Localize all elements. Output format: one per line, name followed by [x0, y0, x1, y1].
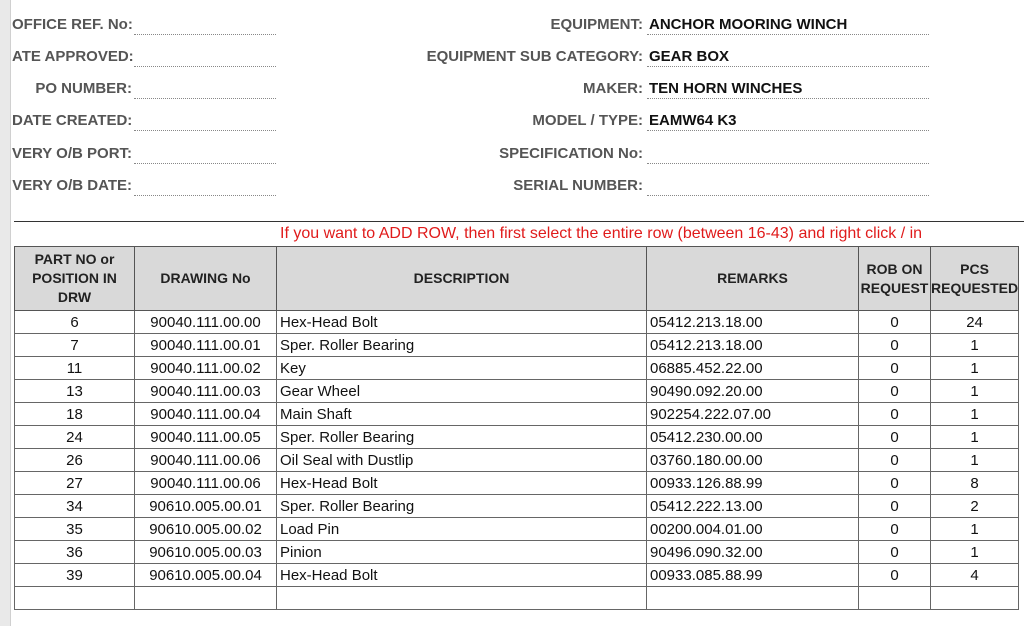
- rob-cell[interactable]: [859, 587, 931, 610]
- po-number-label: PO NUMBER:: [35, 80, 132, 97]
- rob-cell[interactable]: 0: [859, 426, 931, 449]
- remarks-cell[interactable]: 05412.230.00.00: [647, 426, 859, 449]
- serial-number-label: SERIAL NUMBER:: [513, 177, 643, 194]
- equipment-label: EQUIPMENT:: [550, 16, 643, 33]
- drawing-no-cell[interactable]: 90040.111.00.00: [135, 311, 277, 334]
- part-no-cell[interactable]: 6: [15, 311, 135, 334]
- parts-table-body: [15, 311, 1019, 610]
- drawing-no-cell[interactable]: 90040.111.00.06: [135, 472, 277, 495]
- description-cell[interactable]: Hex-Head Bolt: [277, 564, 647, 587]
- date-created-label: DATE CREATED:: [12, 112, 133, 129]
- rob-cell[interactable]: 0: [859, 403, 931, 426]
- rob-cell[interactable]: 0: [859, 334, 931, 357]
- pcs-cell[interactable]: 1: [931, 334, 1019, 357]
- col-header-rob[interactable]: ROB ON REQUEST: [859, 247, 931, 311]
- drawing-no-cell[interactable]: 90040.111.00.04: [135, 403, 277, 426]
- rob-cell[interactable]: 0: [859, 311, 931, 334]
- drawing-no-cell[interactable]: 90040.111.00.06: [135, 449, 277, 472]
- col-header-description[interactable]: DESCRIPTION: [277, 247, 647, 311]
- part-no-cell[interactable]: 26: [15, 449, 135, 472]
- remarks-cell[interactable]: 00200.004.01.00: [647, 518, 859, 541]
- description-cell[interactable]: Load Pin: [277, 518, 647, 541]
- part-no-cell[interactable]: 36: [15, 541, 135, 564]
- pcs-cell[interactable]: 1: [931, 541, 1019, 564]
- maker-value: TEN HORN WINCHES: [649, 80, 803, 97]
- col-header-pcs[interactable]: PCS REQUESTED: [931, 247, 1019, 311]
- table-row: [15, 587, 1019, 610]
- delivery-port-field[interactable]: [134, 145, 276, 164]
- delivery-date-label: VERY O/B DATE:: [12, 177, 132, 194]
- table-row: [15, 403, 1019, 426]
- rob-cell[interactable]: 0: [859, 564, 931, 587]
- description-cell[interactable]: [277, 587, 647, 610]
- remarks-cell[interactable]: 00933.085.88.99: [647, 564, 859, 587]
- delivery-date-field[interactable]: [134, 177, 276, 196]
- pcs-cell[interactable]: 1: [931, 518, 1019, 541]
- table-row: [15, 541, 1019, 564]
- table-row: [15, 564, 1019, 587]
- remarks-cell[interactable]: 90496.090.32.00: [647, 541, 859, 564]
- table-row: [15, 426, 1019, 449]
- rob-cell[interactable]: 0: [859, 449, 931, 472]
- rob-cell[interactable]: 0: [859, 541, 931, 564]
- table-row: [15, 495, 1019, 518]
- date-approved-field[interactable]: [134, 48, 276, 67]
- description-cell[interactable]: Sper. Roller Bearing: [277, 334, 647, 357]
- pcs-cell[interactable]: 1: [931, 403, 1019, 426]
- col-header-drawing-no[interactable]: DRAWING No: [135, 247, 277, 311]
- description-cell[interactable]: Oil Seal with Dustlip: [277, 449, 647, 472]
- part-no-cell[interactable]: 27: [15, 472, 135, 495]
- rob-cell[interactable]: 0: [859, 518, 931, 541]
- pcs-cell[interactable]: 1: [931, 380, 1019, 403]
- rob-cell[interactable]: 0: [859, 357, 931, 380]
- pcs-cell[interactable]: 1: [931, 357, 1019, 380]
- remarks-cell[interactable]: 90490.092.20.00: [647, 380, 859, 403]
- part-no-cell[interactable]: 13: [15, 380, 135, 403]
- col-header-part-no[interactable]: PART NO or POSITION IN DRW: [15, 247, 135, 311]
- delivery-port-label: VERY O/B PORT:: [12, 145, 133, 162]
- remarks-cell[interactable]: 00933.126.88.99: [647, 472, 859, 495]
- description-cell[interactable]: Gear Wheel: [277, 380, 647, 403]
- remarks-cell[interactable]: 03760.180.00.00: [647, 449, 859, 472]
- serial-number-field[interactable]: [647, 177, 929, 196]
- remarks-cell[interactable]: 05412.213.18.00: [647, 334, 859, 357]
- table-top-rule: [14, 221, 1024, 222]
- remarks-cell[interactable]: 06885.452.22.00: [647, 357, 859, 380]
- date-approved-label: ATE APPROVED:: [12, 48, 134, 65]
- table-row: [15, 518, 1019, 541]
- date-created-field[interactable]: [134, 112, 276, 131]
- drawing-no-cell[interactable]: 90040.111.00.01: [135, 334, 277, 357]
- rob-cell[interactable]: 0: [859, 472, 931, 495]
- description-cell[interactable]: Sper. Roller Bearing: [277, 426, 647, 449]
- part-no-cell[interactable]: 24: [15, 426, 135, 449]
- table-row: [15, 380, 1019, 403]
- table-row: [15, 472, 1019, 495]
- pcs-cell[interactable]: 4: [931, 564, 1019, 587]
- remarks-cell[interactable]: 05412.222.13.00: [647, 495, 859, 518]
- table-row: [15, 334, 1019, 357]
- drawing-no-cell[interactable]: [135, 587, 277, 610]
- maker-label: MAKER:: [583, 80, 643, 97]
- specification-label: SPECIFICATION No:: [499, 145, 643, 162]
- table-row: [15, 449, 1019, 472]
- pcs-cell[interactable]: [931, 587, 1019, 610]
- table-row: [15, 357, 1019, 380]
- rob-cell[interactable]: 0: [859, 380, 931, 403]
- drawing-no-cell[interactable]: 90610.005.00.01: [135, 495, 277, 518]
- description-cell[interactable]: Hex-Head Bolt: [277, 472, 647, 495]
- model-type-label: MODEL / TYPE:: [532, 112, 643, 129]
- remarks-cell[interactable]: 902254.222.07.00: [647, 403, 859, 426]
- remarks-cell[interactable]: 05412.213.18.00: [647, 311, 859, 334]
- description-cell[interactable]: Sper. Roller Bearing: [277, 495, 647, 518]
- description-cell[interactable]: Key: [277, 357, 647, 380]
- part-no-cell[interactable]: 35: [15, 518, 135, 541]
- remarks-cell[interactable]: [647, 587, 859, 610]
- office-ref-field[interactable]: [134, 16, 276, 35]
- pcs-cell[interactable]: 1: [931, 426, 1019, 449]
- part-no-cell[interactable]: 18: [15, 403, 135, 426]
- part-no-cell[interactable]: 34: [15, 495, 135, 518]
- pcs-cell[interactable]: 24: [931, 311, 1019, 334]
- drawing-no-cell[interactable]: 90040.111.00.05: [135, 426, 277, 449]
- specification-field[interactable]: [647, 145, 929, 164]
- row-header-strip: [0, 0, 11, 626]
- office-ref-label: OFFICE REF. No:: [12, 16, 133, 33]
- pcs-cell[interactable]: 8: [931, 472, 1019, 495]
- description-cell[interactable]: Pinion: [277, 541, 647, 564]
- drawing-no-cell[interactable]: 90610.005.00.04: [135, 564, 277, 587]
- part-no-cell[interactable]: [15, 587, 135, 610]
- part-no-cell[interactable]: 39: [15, 564, 135, 587]
- description-cell[interactable]: Hex-Head Bolt: [277, 311, 647, 334]
- drawing-no-cell[interactable]: 90040.111.00.02: [135, 357, 277, 380]
- parts-table: [14, 246, 1019, 610]
- drawing-no-cell[interactable]: 90610.005.00.03: [135, 541, 277, 564]
- model-type-value: EAMW64 K3: [649, 112, 737, 129]
- drawing-no-cell[interactable]: 90610.005.00.02: [135, 518, 277, 541]
- add-row-instruction: If you want to ADD ROW, then first select the entire row (between 16-43) and right click / in: [280, 225, 923, 242]
- description-cell[interactable]: Main Shaft: [277, 403, 647, 426]
- rob-cell[interactable]: 0: [859, 495, 931, 518]
- po-number-field[interactable]: [134, 80, 276, 99]
- sub-category-label: EQUIPMENT SUB CATEGORY:: [426, 48, 643, 65]
- pcs-cell[interactable]: 1: [931, 449, 1019, 472]
- equipment-value: ANCHOR MOORING WINCH: [649, 16, 848, 33]
- drawing-no-cell[interactable]: 90040.111.00.03: [135, 380, 277, 403]
- part-no-cell[interactable]: 7: [15, 334, 135, 357]
- sub-category-value: GEAR BOX: [649, 48, 730, 65]
- col-header-remarks[interactable]: REMARKS: [647, 247, 859, 311]
- table-row: [15, 311, 1019, 334]
- part-no-cell[interactable]: 11: [15, 357, 135, 380]
- pcs-cell[interactable]: 2: [931, 495, 1019, 518]
